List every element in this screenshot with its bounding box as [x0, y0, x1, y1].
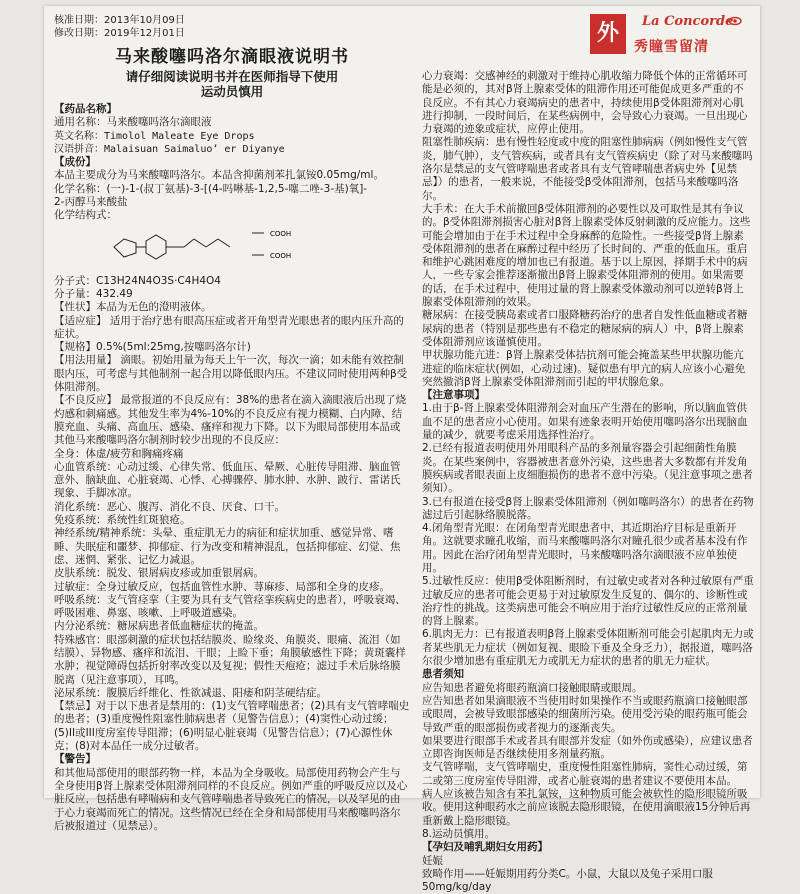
patient-info-4: 支气管哮喘，支气管哮喘史，重度慢性阻塞性肺病，窦性心动过缓，第二或第三度房室传导阻滞，或者心脏衰竭的患者建议不要使用本品。	[422, 761, 748, 787]
chemical-structure-image	[84, 225, 304, 269]
patient-info-5: 病人应该被告知含有苯扎氯铵，这种物质可能会被软性的隐形眼镜所吸收。使用这种眼药水之前应该脱去隐形眼镜，在使用滴眼液15分钟后再重新戴上隐形眼镜。	[422, 788, 751, 827]
composition-heading: 【成份】	[54, 156, 96, 169]
property-section: 【性状】本品为无色的澄明液体。	[54, 301, 212, 314]
svg-text:COOH: COOH	[270, 251, 292, 260]
warning-heading: 【警告】	[54, 753, 96, 766]
chemical-name-cont: 2-丙醇马来酸盐	[54, 196, 128, 209]
adverse-endocrine: 内分泌系统：糖尿病患者低血糖症状的掩盖。	[54, 620, 264, 633]
adverse-allergy: 过敏症：全身过敏反应，包括血管性水肿、荨麻疹、局部和全身的皮疹。	[54, 580, 390, 593]
revised-date: 修改日期：2019年12月01日	[54, 28, 185, 39]
note-6: 6.肌肉无力：已有报道表明β肾上腺素受体阻断剂可能会引起肌肉无力或者某些肌无力症状（例如复视、眼睑下垂及全身乏力），据报道，噻吗洛尔很少增加患有重症肌无力或肌无力症状的患者的肌无力症状。	[422, 628, 754, 668]
usage-section: 【用法用量】 滴眼。初始用量为每天上午一次，每次一滴；如未能有效控制眼内压，可考虑与其他制剂一起合用以降低眼内压。不建议同时使用两种β受体阻滞剂。	[54, 354, 408, 394]
pinyin-name: 汉语拼音：Malaisuan Saimaluo’ er Diyanye	[54, 143, 285, 155]
adverse-urinary: 泌尿系统：腹膜后纤维化、性欲减退、阳痿和阴茎硬结症。	[54, 686, 327, 699]
drug-name-heading: 【药品名称】	[54, 103, 117, 115]
contraindication-section: 【禁忌】对于以下患者是禁用的：(1)支气管哮喘患者；(2)具有支气管哮喘史的患者；(3)重度慢性阻塞性肺病患者（见警告信息）；(4)窦性心动过缓；(5)II或III度房室传导阻滞；(6)明显心脏衰竭（见警告信息）；(7)心源性休克；(8)对本品任一成分过敏者。	[54, 700, 410, 753]
document-page	[44, 6, 760, 894]
diabetes-text: 糖尿病：在接受胰岛素或者口服降糖药治疗的患者自发性低血糖或者糖尿病的患者（特别是那些患有不稳定的糖尿病的病人）中，β肾上腺素受体阻滞剂应该谨慎使用。	[422, 309, 748, 348]
brand-logo	[590, 14, 750, 70]
athletes-note: 8.运动员慎用。	[422, 827, 496, 840]
adverse-digestive: 消化系统：恶心、腹泻、消化不良、厌食、口干。	[54, 500, 285, 513]
warning-text: 和其他局部使用的眼部药物一样，本品为全身吸收。局部使用药物会产生与全身使用β肾上腺素受体阻滞剂同样的不良反应。例如严重的呼吸反应以及心脏反应，包括患有哮喘病和支气管哮喘患者导致死亡的情况，以及罕见的由于心力衰竭而死亡的情况。这些情况已经在全身和局部使用马来酸噻吗洛尔后被报道过（见禁忌）。	[54, 766, 408, 832]
indication-section: 【适应症】 适用于治疗患有眼高压症或者开角型青光眼患者的眼内压升高的症状。	[54, 314, 404, 340]
surgery-text: 大手术：在大手术前撤回β受体阻滞剂的必要性以及可取性是其有争议的。β受体阻滞剂损害心脏对β肾上腺素受体反射刺激的反应能力。这些可能会增加由于在手术过程中全身麻醉的危险性。一些接受β肾上腺素受体阻滞剂的患者在麻醉过程中经历了长时间的、严重的低血压。重启和维护心跳困难度的增加也已有报道。基于以上原因，择期手术中的病人，一些专家会推荐逐渐撤出β肾上腺素受体阻滞剂的使用。如果需要的话，在手术过程中，使用过量的肾上腺素受体激动剂可以逆转β肾上腺素受体阻滞剂的效果。	[422, 202, 751, 309]
note-2: 2.已经有报道表明使用外用眼科产品的多剂量容器会引起细菌性角膜炎。在某些案例中，容器被患者意外污染，这些患者大多数都有并发角膜疾病或者眼表面上皮细胞损伤的患者不意中污染。（见注意事项之患者须知）。	[422, 442, 753, 495]
molecular-formula: 分子式：C13H24N4O3S·C4H4O4	[54, 274, 221, 287]
adverse-skin: 皮肤系统：脱发、银屑病皮疹或加重银屑病。	[54, 567, 264, 580]
generic-name: 通用名称：马来酸噻吗洛尔滴眼液	[54, 116, 212, 129]
right-column	[422, 70, 754, 894]
instruction-line: 请仔细阅读说明书并在医师指导下使用	[125, 69, 339, 84]
note-5: 5.过敏性反应：使用β受体阻断剂时，有过敏史或者对各种过敏原有严重过敏反应的患者可能会更易于对过敏原发生反复的、偶尔的、诊断性或治疗性的挑战。这类病患可能会不响应用于治疗过敏性反应的正常剂量的肾上腺素。	[422, 575, 754, 628]
patient-info-1: 应告知患者避免将眼药瓶滴口接触眼睛或眼周。	[422, 681, 643, 694]
svg-text:COOH: COOH	[270, 229, 292, 238]
adverse-general: 全身：体虚/疲劳和胸痛疼痛	[54, 447, 184, 460]
patient-info-2: 应告知患者如果滴眼液不当使用时如果操作不当或眼药瓶滴口接触眼部或眼周，会被导致眼部感染的细菌所污染。使用受污染的眼药瓶可能会导致严重的眼部损伤或者视力的逐渐丧失。	[422, 694, 748, 734]
athlete-caution: 运动员慎用	[200, 84, 264, 99]
english-name: 英文名称：Timolol Maleate Eye Drops	[54, 130, 255, 142]
patient-info-3: 如果要进行眼部手术或者具有眼部并发症（如外伤或感染），应建议患者立即咨询医师是否继续使用多剂量药瓶。	[422, 734, 753, 761]
approved-date: 核准日期：2013年10月09日	[54, 15, 185, 26]
heart-failure-text: 心力衰竭：交感神经的刺激对于维持心肌收缩力降低个体的正常循环可能是必须的，其对β肾上腺素受体的阻滞作用还可能促成更多严重的不良反应。不有其心力衰竭病史的患者中，持续使用β受体阻滞剂对心肌进行抑制，一段时间后，在某些病例中，会导致心力衰竭。一旦出现心力衰竭的迹象或症状，应停止使用。	[422, 70, 748, 136]
copd-text: 阻塞性肺疾病：患有慢性轻度或中度的阻塞性肺病病（例如慢性支气管炎，肺气肿），支气管疾病，或者具有支气管疾病史（除了对马来酸噻吗洛尔是禁忌的支气管哮喘患者或者具有支气管哮喘患者病史外【见禁忌】）的患者，一般来说，不能接受β受体阻滞剂，包括马来酸噻吗洛尔。	[422, 136, 753, 202]
adverse-cardio: 心血管系统：心动过缓、心律失常、低血压、晕厥、心脏传导阻滞、脑血管意外、脑缺血、心脏衰竭、心悸、心搏骤停、肺水肿、水肿、跛行、雷诺氏现象、手脚冰凉。	[54, 460, 401, 500]
adverse-immune: 免疫系统：系统性红斑狼疮。	[54, 514, 191, 527]
molecular-weight: 分子量：432.49	[54, 287, 133, 300]
brand-english: La Concorde	[642, 14, 734, 29]
patient-info-heading: 患者须知	[422, 668, 464, 681]
adverse-respiratory: 呼吸系统：支气管痉挛（主要为具有支气管痉挛疾病史的患者），呼吸衰竭、呼吸困难、鼻塞、咳嗽、上呼吸道感染。	[54, 593, 406, 620]
adverse-intro: 【不良反应】 最常报道的不良反应有：38%的患者在滴入滴眼液后出现了烧灼感和刺痛感。其他发生率为4%-10%的不良反应有视力模糊、白内障、结膜充血、头痛、高血压、感染、瘙痒和视力下降。以下为眼局部使用本品或其他马来酸噻吗洛尔制剂时较少出现的不良反应：	[54, 394, 407, 447]
left-column	[54, 6, 410, 833]
pregnancy-heading: 【孕妇及哺乳期妇女用药】	[422, 841, 548, 854]
note-3: 3.已有报道在接受β肾上腺素受体阻滞剂（例如噻吗洛尔）的患者在药物滤过后引起脉络膜脱落。	[422, 495, 754, 521]
structure-label: 化学结构式：	[54, 209, 117, 222]
notes-heading: 【注意事项】	[422, 389, 485, 402]
spec-section: 【规格】0.5%(5ml:25mg,按噻吗洛尔计)	[54, 341, 251, 354]
eye-logo-icon	[728, 16, 742, 26]
pregnancy-subheading: 妊娠	[422, 854, 443, 867]
note-4: 4.闭角型青光眼：在闭角型青光眼患者中，其近期治疗目标是重新开角。这就要求瞳孔收缩，而马来酸噻吗洛尔对瞳孔很少或者基本没有作用。因此在治疗闭角型青光眼时，马来酸噻吗洛尔滴眼液不应单独使用。	[422, 522, 748, 574]
composition-main: 本品主要成分为马来酸噻吗洛尔。本品含抑菌剂苯扎氯铵0.05mg/ml。	[54, 169, 384, 182]
thyroid-text: 甲状腺功能亢进：β肾上腺素受体拮抗剂可能会掩盖某些甲状腺功能亢进症的临床症状(例如，心动过速)。疑似患有甲亢的病人应该小心避免突然撤消β肾上腺素受体阻滞剂而引起的甲状腺危象。	[422, 349, 746, 388]
external-use-badge: 外	[590, 14, 626, 54]
chemical-name: 化学名称：(一)-1-(叔丁氨基)-3-[(4-吗啉基-1,2,5-噻二唑-3-基)氧]-	[54, 182, 368, 195]
adverse-neuro: 神经系统/精神系统：头晕、重症肌无力的病征和症状加重、感觉异常、嗜睡、失眠症和噩梦、抑郁症、行为改变和精神混乱，包括抑郁症、幻觉、焦虑、迷惘、紧张、记忆力减退。	[54, 527, 401, 566]
brand-chinese: 秀瞳雪留清	[634, 39, 709, 55]
note-1: 1.由于β-肾上腺素受体阻滞剂会对血压产生潜在的影响，所以脑血管供血不足的患者应小心使用。如果有迹象表明开始使用噻吗洛尔出现脑血量的减少，就要考虑采用选择性治疗。	[422, 402, 748, 442]
adverse-senses: 特殊感官：眼部刺激的症状包括结膜炎、睑缘炎、角膜炎、眼痛、流泪（如结膜）、异物感、瘙痒和流泪、干眼；上睑下垂；角膜敏感性下降；黄斑囊样水肿；视觉障碍包括折射率改变以及复视；假性天疱疮；滤过手术后脉络膜脱离（见注意事项），耳鸣。	[54, 633, 406, 686]
pregnancy-text: 致畸作用——妊娠期用药分类C。小鼠，大鼠以及兔子采用口服50mg/kg/day	[422, 867, 713, 894]
page-title: 马来酸噻吗洛尔滴眼液说明书	[115, 47, 349, 67]
